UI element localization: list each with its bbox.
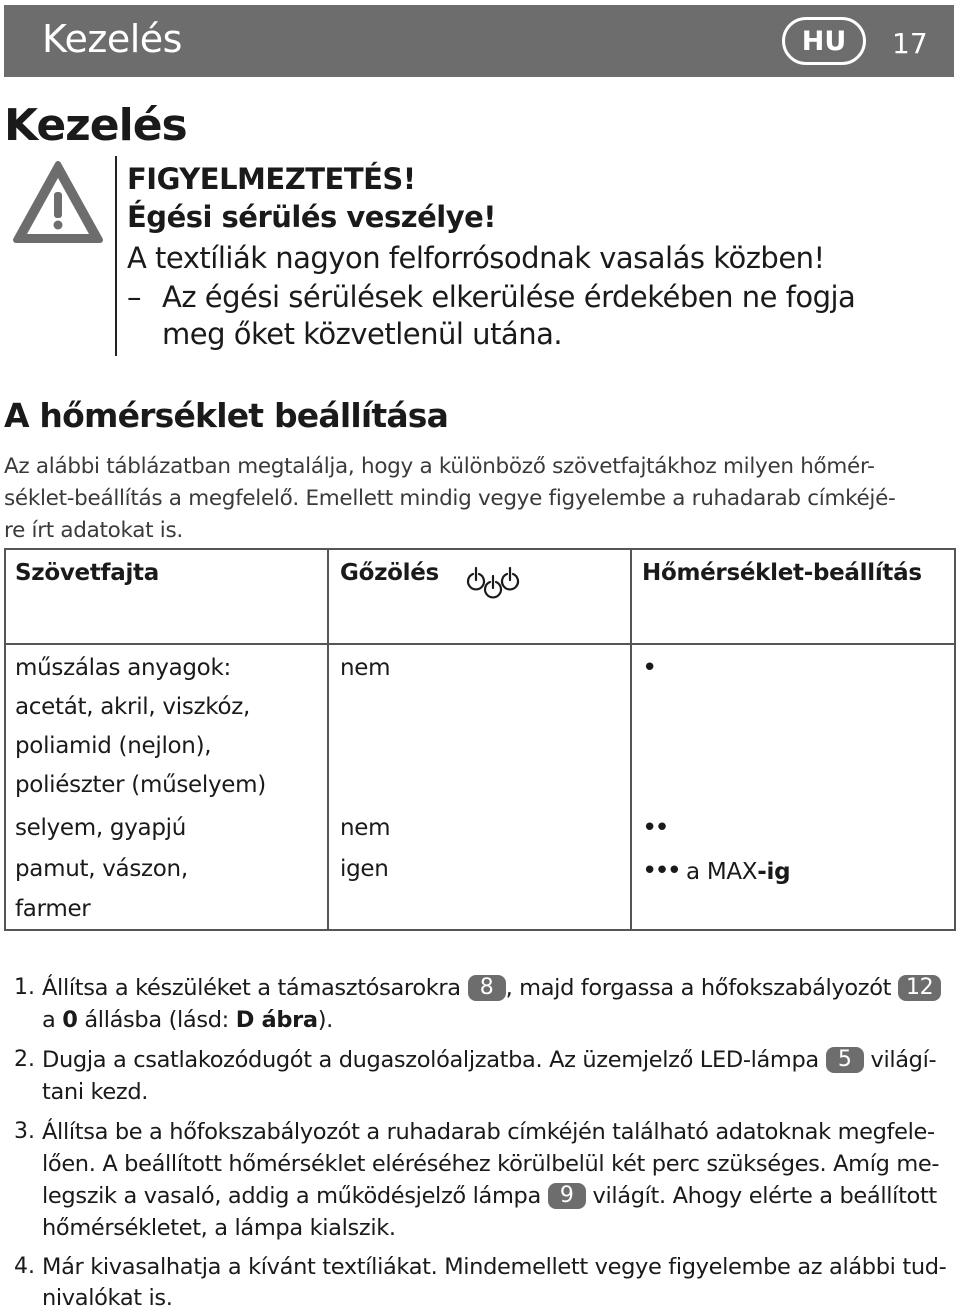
table-cell-temperature-dots: •• <box>642 813 667 843</box>
table-cell-steam: igen <box>340 856 389 882</box>
step-text-bold: 0 <box>62 1007 78 1033</box>
language-badge: HU <box>782 17 866 65</box>
warning-text: A textíliák nagyon felforrósodnak vasalás közben! <box>127 241 825 275</box>
warning-bullet-line2: meg őket közvetlenül utána. <box>162 317 563 351</box>
step-text-fragment: Állítsa a készüléket a támasztósarokra <box>42 975 468 1001</box>
step-text <box>42 1007 333 1033</box>
page-title: Kezelés <box>4 100 187 151</box>
table-border-right <box>954 548 956 930</box>
step-text-fragment: világí- <box>863 1047 937 1073</box>
temperature-dots: ••• <box>642 856 680 886</box>
step-text-bold: D ábra <box>235 1007 318 1033</box>
step-text: lően. A beállított hőmérséklet eléréséhez körülbelül két perc szükséges. Amíg me- <box>42 1151 940 1177</box>
warning-bullet-line1: Az égési sérülések elkerülése érdekében ne fogja <box>162 280 856 314</box>
table-border-top <box>4 548 956 550</box>
table-cell-fabric: poliészter (műselyem) <box>15 772 266 798</box>
table-col-divider-2 <box>630 548 632 930</box>
warning-subtitle: Égési sérülés veszélye! <box>127 200 496 234</box>
warning-triangle-icon <box>12 160 104 246</box>
warning-bullet-dash: – <box>127 280 141 314</box>
step-number: 2. <box>14 1047 35 1072</box>
step-text-fragment: legszik a vasaló, addig a működésjelző lámpa <box>42 1183 548 1209</box>
step-number: 1. <box>14 975 35 1000</box>
warning-title: FIGYELMEZTETÉS! <box>127 162 416 196</box>
step-text-fragment: világít. Ahogy elérte a beállított <box>585 1183 937 1209</box>
column-header-fabric: Szövetfajta <box>15 560 159 586</box>
step-number: 4. <box>14 1254 35 1279</box>
reference-badge: 8 <box>468 975 506 1001</box>
table-border-left <box>4 548 6 930</box>
table-cell-steam: nem <box>340 655 391 681</box>
step-text: Már kivasalhatja a kívánt textíliákat. Mindemellett vegye figyelembe az alábbi tud- <box>42 1254 947 1280</box>
table-border-bottom <box>4 929 956 931</box>
column-header-steam: Gőzölés <box>340 560 439 586</box>
step-number: 3. <box>14 1119 35 1144</box>
step-text-fragment: ). <box>317 1007 333 1033</box>
step-text: Állítsa be a hőfokszabályozót a ruhadarab címkéjén található adatoknak megfele- <box>42 1119 935 1145</box>
table-cell-fabric: pamut, vászon, <box>15 856 188 882</box>
step-text <box>42 975 941 1001</box>
table-col-divider-1 <box>327 548 329 930</box>
step-text-fragment: Dugja a csatlakozódugót a dugaszolóaljzatba. Az üzemjelző LED-lámpa <box>42 1047 826 1073</box>
warning-divider <box>115 156 117 356</box>
section-title: A hőmérséklet beállítása <box>4 396 449 435</box>
step-text-fragment: állásba (lásd: <box>77 1007 236 1033</box>
table-cell-temperature-dots: • <box>642 653 658 683</box>
temperature-suffix: a MAX <box>679 859 758 885</box>
reference-badge: 9 <box>548 1183 586 1209</box>
table-cell-fabric: selyem, gyapjú <box>15 815 186 841</box>
step-text <box>42 1183 937 1209</box>
table-header-divider <box>4 643 956 645</box>
step-text: hőmérsékletet, a lámpa kialszik. <box>42 1215 396 1241</box>
header-title: Kezelés <box>42 17 182 61</box>
header-bar <box>4 5 954 77</box>
step-text-fragment: a <box>42 1007 63 1033</box>
step-text-fragment: , majd forgassa a hőfokszabályozót <box>505 975 898 1001</box>
table-cell-fabric: poliamid (nejlon), <box>15 733 212 759</box>
table-cell-fabric: acetát, akril, viszkóz, <box>15 694 251 720</box>
intro-line-1: Az alábbi táblázatban megtalálja, hogy a különböző szövetfajtákhoz milyen hőmér- <box>4 454 875 479</box>
intro-line-2: séklet-beállítás a megfelelő. Emellett mindig vegye figyelembe a ruhadarab címkéjé- <box>4 486 896 511</box>
column-header-temperature: Hőmérséklet-beállítás <box>642 560 922 586</box>
temperature-suffix-bold: -ig <box>757 859 791 885</box>
intro-line-3: re írt adatokat is. <box>4 518 183 543</box>
step-text <box>42 1047 936 1073</box>
step-text: nivalókat is. <box>42 1285 173 1311</box>
table-cell-fabric: farmer <box>15 896 91 922</box>
table-cell-temperature <box>642 856 790 886</box>
reference-badge: 5 <box>826 1047 864 1073</box>
step-text: tani kezd. <box>42 1079 149 1105</box>
table-cell-steam: nem <box>340 815 391 841</box>
steam-icon <box>462 566 524 602</box>
table-cell-fabric: műszálas anyagok: <box>15 655 231 681</box>
page-number: 17 <box>892 27 928 60</box>
reference-badge: 12 <box>898 975 941 1001</box>
